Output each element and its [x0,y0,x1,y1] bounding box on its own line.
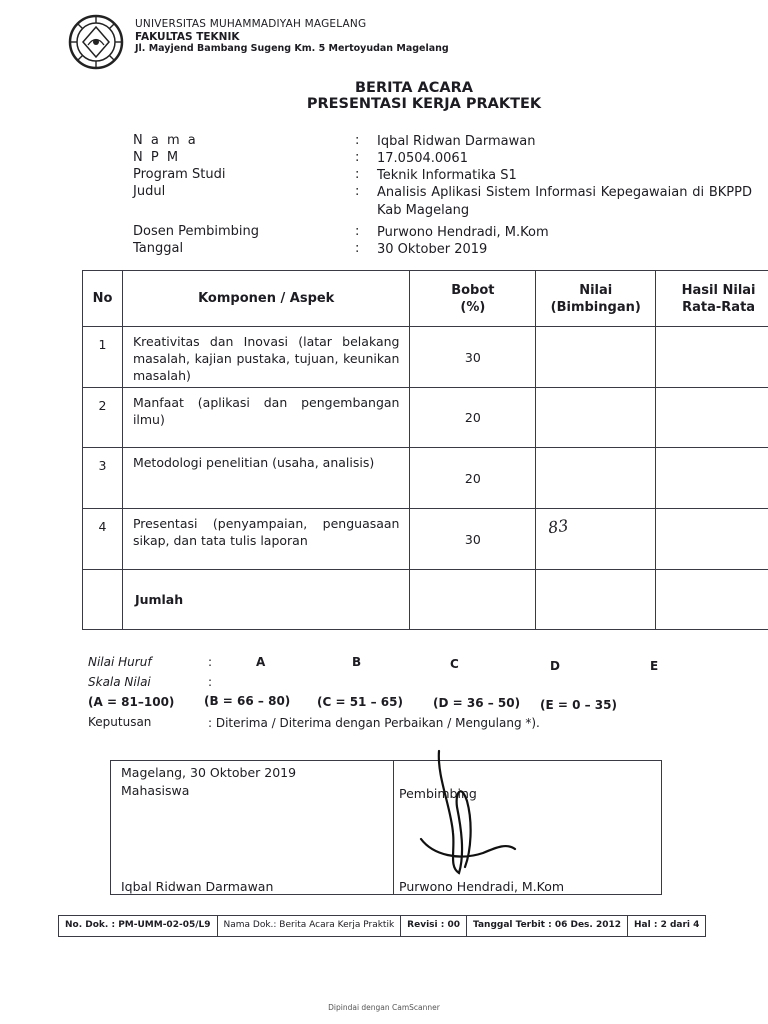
row-result [656,509,768,570]
total-result [656,570,768,630]
faculty-name: FAKULTAS TEKNIK [135,30,240,43]
table-row [83,327,768,388]
header-result-line1: Hasil Nilai [681,282,756,298]
row-score-handwritten [536,509,656,570]
assessment-table [82,270,768,630]
header-result-line2: Rata-Rata [682,299,756,315]
row-component-cell [122,448,410,509]
identity-value: Analisis Aplikasi Sistem Informasi Kepegawaian di BKPPD Kab Magelang [377,185,752,218]
header-weight [410,271,536,327]
identity-label: Program Studi [133,167,226,182]
row-score [536,448,656,509]
letter-a: A [256,655,266,669]
header-score-line1: Nilai [579,282,613,298]
footer-page: Hal : 2 dari 4 [634,920,700,930]
letter-b: B [352,655,362,669]
letter-c: C [450,657,459,671]
header-weight-line2: (%) [460,299,486,315]
document-footer [58,915,706,937]
identity-value: 30 Oktober 2019 [377,242,488,257]
document-title: BERITA ACARA [354,80,474,96]
identity-value: Iqbal Ridwan Darmawan [377,134,536,149]
row-component-cell [122,327,410,388]
colon: : [208,655,213,669]
decision-label: Keputusan [88,715,152,729]
table-row [83,509,768,570]
row-weight: 30 [410,509,536,570]
row-score [536,327,656,388]
scanner-note: Dipindai dengan CamScanner [328,1003,440,1012]
footer-revision: Revisi : 00 [401,916,467,936]
header-no: No [83,271,123,327]
colon: : [355,184,360,199]
row-number: 1 [83,327,123,388]
scale-d: (D = 36 – 50) [433,696,521,710]
colon: : [355,167,360,182]
header-score [536,271,656,327]
institution-header [135,18,449,56]
identity-value: Purwono Hendradi, M.Kom [377,225,549,240]
advisor-name: Purwono Hendradi, M.Kom [399,879,565,894]
footer-doc-number: No. Dok. : PM-UMM-02-05/L9 [59,916,218,936]
footer-doc-name: Nama Dok.: Berita Acara Kerja Praktik [218,916,402,936]
scale-c: (C = 51 – 65) [317,695,403,709]
scale-b: (B = 66 – 80) [204,694,291,708]
row-component: Manfaat (aplikasi dan pengembangan ilmu) [132,395,400,427]
signature-box [110,760,662,895]
letter-e: E [650,659,659,673]
total-label: Jumlah [122,570,410,630]
letter-d: D [550,659,560,673]
row-result [656,448,768,509]
header-component: Komponen / Aspek [122,271,410,327]
letter-grade-label: Nilai Huruf [88,655,152,669]
row-number: 4 [83,509,123,570]
decision-value: : Diterima / Diterima dengan Perbaikan / Mengulang *). [208,716,540,730]
row-number: 3 [83,448,123,509]
header-weight-line1: Bobot [451,282,495,298]
colon: : [355,133,360,148]
identity-label: Dosen Pembimbing [133,224,260,239]
document-subtitle: PRESENTASI KERJA PRAKTEK [306,96,542,112]
total-weight [410,570,536,630]
identity-label: N a m a [133,133,198,148]
footer-issue-date: Tanggal Terbit : 06 Des. 2012 [467,916,628,936]
student-role: Mahasiswa [121,783,190,798]
identity-label: N P M [133,150,181,165]
table-row [83,388,768,448]
signature-divider [393,761,394,894]
colon: : [355,224,360,239]
handwritten-score: 83 [547,515,570,538]
identity-label: Judul [133,184,166,199]
row-component: Presentasi (penyampaian, penguasaan sikap, dan tata tulis laporan [132,516,400,548]
colon: : [208,675,213,689]
row-component: Kreativitas dan Inovasi (latar belakang masalah, kajian pustaka, tujuan, keunikan masalah) [132,334,400,383]
row-weight: 30 [410,327,536,388]
advisor-signature [411,747,521,887]
identity-label: Tanggal [133,241,184,256]
table-header-row [83,271,768,327]
row-component-cell [122,509,410,570]
row-score [536,388,656,448]
table-total-row [83,570,768,630]
identity-value: Teknik Informatika S1 [377,168,517,183]
institution-address: Jl. Mayjend Bambang Sugeng Km. 5 Mertoyudan Magelang [135,43,449,54]
student-name: Iqbal Ridwan Darmawan [121,879,274,894]
identity-value: 17.0504.0061 [377,151,468,166]
row-result [656,388,768,448]
colon: : [355,150,360,165]
total-number [83,570,123,630]
row-component-cell [122,388,410,448]
table-row [83,448,768,509]
scale-label: Skala Nilai [88,675,151,689]
row-number: 2 [83,388,123,448]
university-logo [68,14,124,70]
scale-e: (E = 0 – 35) [540,698,617,712]
colon: : [355,241,360,256]
row-result [656,327,768,388]
header-result [656,271,768,327]
row-weight: 20 [410,448,536,509]
total-score [536,570,656,630]
advisor-role: Pembimbing [399,786,477,801]
signature-place-date: Magelang, 30 Oktober 2019 [121,765,297,780]
header-score-line2: (Bimbingan) [550,299,641,315]
university-name: UNIVERSITAS MUHAMMADIYAH MAGELANG [135,18,367,30]
row-weight: 20 [410,388,536,448]
row-component: Metodologi penelitian (usaha, analisis) [132,455,375,470]
scale-a: (A = 81–100) [88,695,175,709]
